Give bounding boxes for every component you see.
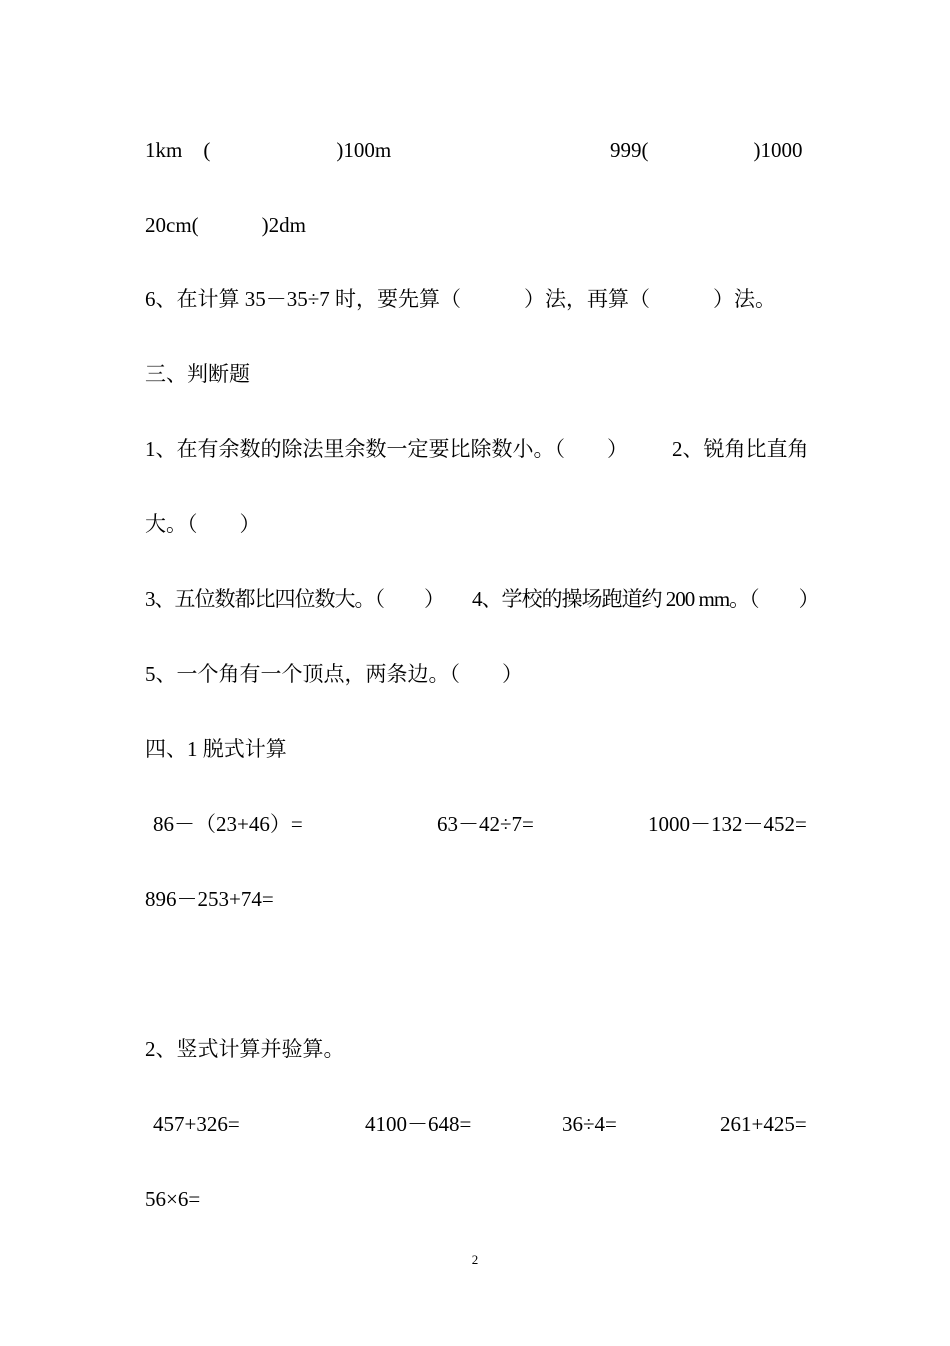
calc1-expression-2: 63－42÷7= bbox=[437, 812, 534, 836]
calc2-row-2 bbox=[0, 1184, 950, 1214]
calc2-heading bbox=[0, 1034, 950, 1064]
calc2-expression-3: 36÷4= bbox=[562, 1112, 617, 1136]
compare-row-1 bbox=[0, 135, 950, 165]
judge-section-heading bbox=[0, 359, 950, 389]
calc1-heading bbox=[0, 734, 950, 764]
page-number: 2 bbox=[471, 1252, 479, 1267]
calc1-expression-4: 896－253+74= bbox=[145, 887, 274, 911]
judge-question-4: 4、学校的操场跑道约 200 mm。（ ） bbox=[472, 587, 819, 611]
calc1-row-1 bbox=[0, 809, 950, 839]
calc1-expression-3: 1000－132－452= bbox=[648, 812, 807, 836]
judge-row-3 bbox=[0, 584, 950, 614]
calc1-heading-text: 四、1 脱式计算 bbox=[145, 737, 287, 761]
calc2-expression-4: 261+425= bbox=[720, 1112, 807, 1136]
calc2-heading-text: 2、竖式计算并验算。 bbox=[145, 1037, 345, 1061]
judge-question-2-part-a: 2、锐角比直角 bbox=[672, 437, 809, 461]
compare-item-3: 20cm( )2dm bbox=[145, 213, 306, 237]
calc2-expression-5: 56×6= bbox=[145, 1187, 201, 1211]
calc1-expression-1: 86－（23+46）= bbox=[153, 812, 303, 836]
compare-item-2: 999( )1000 bbox=[610, 138, 803, 162]
judge-question-2-part-b: 大。（ ） bbox=[145, 512, 261, 536]
calc2-expression-2: 4100－648= bbox=[365, 1112, 472, 1136]
judge-row-1 bbox=[0, 434, 950, 464]
judge-heading-text: 三、判断题 bbox=[145, 362, 250, 386]
calc2-row-1 bbox=[0, 1109, 950, 1139]
judge-row-2 bbox=[0, 509, 950, 539]
fill-question-6 bbox=[0, 284, 950, 314]
calc1-row-2 bbox=[0, 884, 950, 914]
judge-question-3: 3、五位数都比四位数大。（ ） bbox=[145, 587, 444, 611]
fill-question-6-text: 6、在计算 35－35÷7 时，要先算（ ）法，再算（ ）法。 bbox=[145, 287, 777, 311]
judge-question-1: 1、在有余数的除法里余数一定要比除数小。（ ） bbox=[145, 437, 628, 461]
calc2-expression-1: 457+326= bbox=[153, 1112, 240, 1136]
compare-item-1: 1km ( )100m bbox=[145, 138, 392, 162]
judge-question-5: 5、一个角有一个顶点，两条边。（ ） bbox=[145, 662, 523, 686]
judge-row-4 bbox=[0, 659, 950, 689]
compare-row-2 bbox=[0, 210, 950, 240]
